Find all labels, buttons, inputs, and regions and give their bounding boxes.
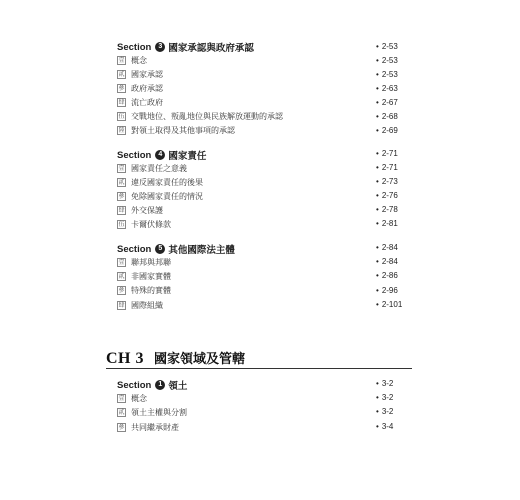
entry-title: 流亡政府 [131,97,163,107]
entry-title: 國家責任之意義 [131,163,187,173]
entry-title: 國際組織 [131,300,163,310]
entry-page: • 2-96 [376,285,398,295]
item-number-mark: 肆 [118,301,125,309]
toc-entry[interactable] [117,190,203,202]
toc-entry[interactable] [117,270,171,282]
section-heading [117,242,235,256]
entry-page: • 2-86 [376,270,398,280]
entry-page: • 2-67 [376,97,398,107]
entry-title: 國家承認 [131,69,163,79]
entry-page: • 2-53 [376,55,398,65]
entry-title: 共同繼承財產 [131,422,179,432]
entry-title: 概念 [131,55,147,65]
chapter-title[interactable]: 國家領域及管轄 [154,352,246,367]
toc-entry[interactable] [117,392,147,404]
section-title[interactable]: 國家承認與政府承認 [168,43,254,54]
section-title[interactable]: 領土 [168,381,188,392]
item-number-mark: 參 [118,84,125,92]
toc-entry[interactable] [117,204,163,216]
entry-page: • 2-76 [376,190,398,200]
section-word: Section [117,149,152,161]
item-number-mark: 壹 [118,56,125,64]
item-number-mark: 陸 [118,126,125,134]
item-number-mark: 參 [118,286,125,294]
entry-page: • 2-71 [376,162,398,172]
entry-title: 對領土取得及其他事項的承認 [131,125,235,135]
toc-entry[interactable] [117,176,203,188]
entry-page: • 3-4 [376,421,394,431]
item-number-mark: 貳 [118,272,125,280]
section-page: • 2-53 [376,41,398,51]
item-number-mark: 參 [118,192,125,200]
chapter-heading [106,348,245,368]
toc-entry[interactable] [117,284,171,296]
section-heading [117,378,187,392]
section-word: Section [117,379,152,391]
entry-title: 政府承認 [131,83,163,93]
section-number-badge: 4 [155,150,165,160]
toc-entry[interactable] [117,124,235,136]
section-title[interactable]: 其他國際法主體 [168,245,235,256]
section-number-badge: 5 [155,244,165,254]
section-page: • 3-2 [376,378,394,388]
section-title[interactable]: 國家責任 [168,151,207,162]
toc-entry[interactable] [117,406,187,418]
section-heading [117,148,206,162]
entry-page: • 3-2 [376,406,394,416]
entry-title: 概念 [131,393,147,403]
entry-page: • 2-53 [376,69,398,79]
entry-title: 特殊的實體 [131,285,171,295]
item-number-mark: 參 [118,423,125,431]
item-number-mark: 貳 [118,70,125,78]
section-page: • 2-71 [376,148,398,158]
toc-entry[interactable] [117,110,283,122]
item-number-mark: 肆 [118,206,125,214]
toc-entry[interactable] [117,82,163,94]
toc-entry[interactable] [117,54,147,66]
section-word: Section [117,41,152,53]
entry-title: 外交保護 [131,205,163,215]
toc-entry[interactable] [117,421,179,433]
entry-title: 交戰地位、叛亂地位與民族解放運動的承認 [131,111,283,121]
item-number-mark: 壹 [118,164,125,172]
toc-entry[interactable] [117,162,187,174]
entry-page: • 2-81 [376,218,398,228]
entry-page: • 2-73 [376,176,398,186]
item-number-mark: 伍 [118,220,125,228]
entry-title: 領土主權與分割 [131,407,187,417]
section-heading [117,40,254,54]
item-number-mark: 伍 [118,112,125,120]
entry-page: • 2-78 [376,204,398,214]
entry-title: 非國家實體 [131,271,171,281]
entry-page: • 2-84 [376,256,398,266]
section-page: • 2-84 [376,242,398,252]
toc-entry[interactable] [117,218,171,230]
item-number-mark: 壹 [118,258,125,266]
section-number-badge: 1 [155,380,165,390]
entry-page: • 2-68 [376,111,398,121]
toc-entry[interactable] [117,68,163,80]
section-word: Section [117,243,152,255]
entry-page: • 2-69 [376,125,398,135]
entry-page: • 3-2 [376,392,394,402]
item-number-mark: 貳 [118,178,125,186]
entry-title: 聯邦與邦聯 [131,257,171,267]
item-number-mark: 貳 [118,408,125,416]
entry-page: • 2-63 [376,83,398,93]
entry-page: • 2-101 [376,299,403,309]
toc-entry[interactable] [117,299,163,311]
section-number-badge: 3 [155,42,165,52]
entry-title: 免除國家責任的情況 [131,191,203,201]
item-number-mark: 壹 [118,394,125,402]
entry-title: 卡爾伏條款 [131,219,171,229]
toc-entry[interactable] [117,256,171,268]
entry-title: 違反國家責任的後果 [131,177,203,187]
toc-entry[interactable] [117,96,163,108]
chapter-label: CH 3 [106,350,144,367]
item-number-mark: 肆 [118,98,125,106]
chapter-divider [106,368,412,369]
